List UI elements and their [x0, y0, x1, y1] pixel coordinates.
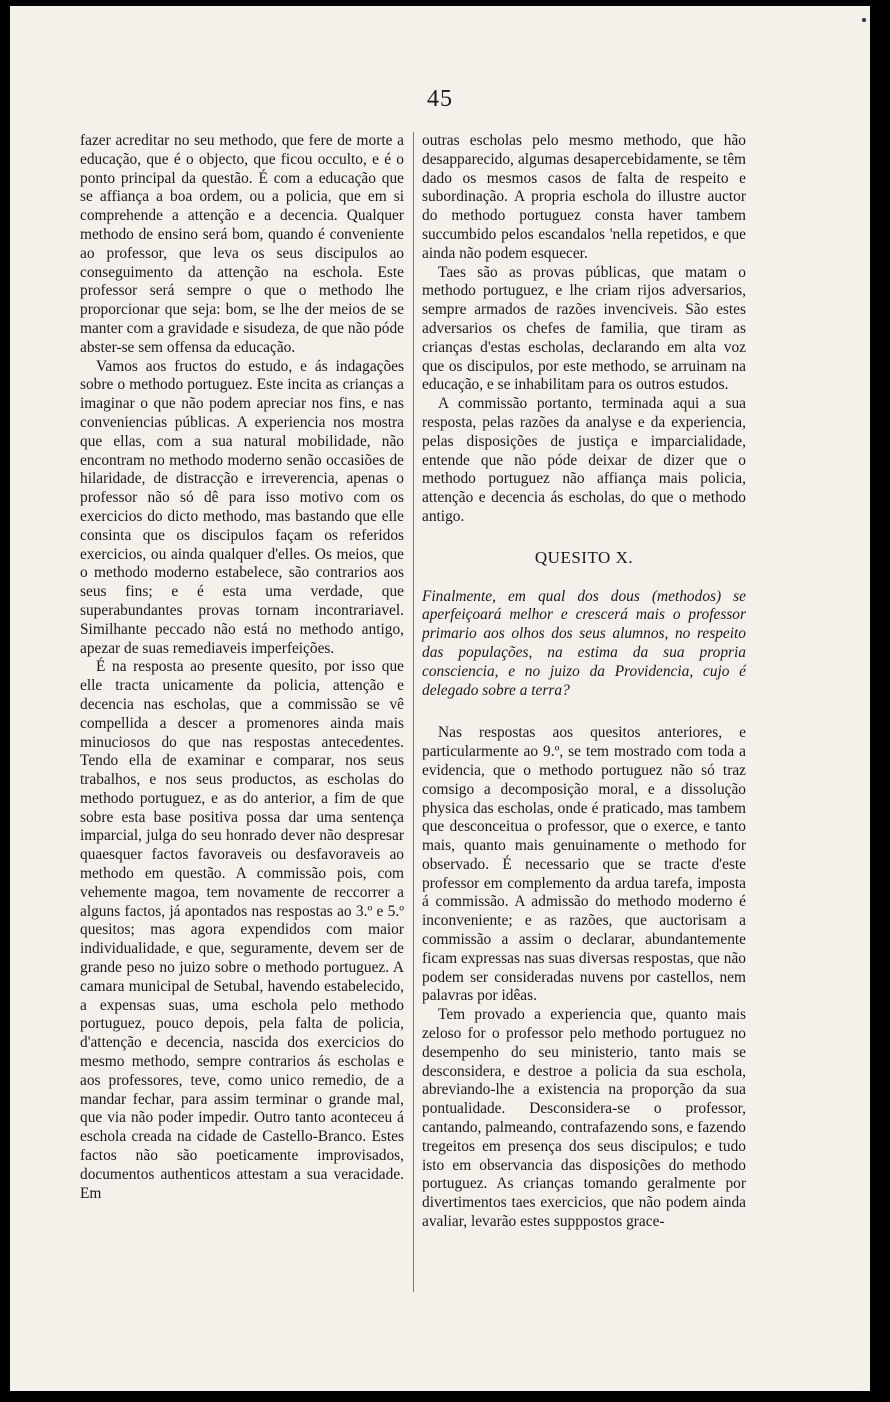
column-divider	[413, 132, 414, 1292]
right-paragraph-4: Nas respostas aos quesitos anteriores, e particularmente ao 9.º, se tem mostrado com toda a evidencia, que o methodo portuguez não só traz comsigo a decomposição moral, e a dissolução physica das escholas, onde é praticado, mas tambem que desconceitua o professor, que o exerce, e tanto mais, quanto mais genuinamente o methodo for observado. É necessario que se tracte d'este professor em complemento da ardua tarefa, imposta á commissão. A admissão do methodo moderno é inconveniente; e as razões, que auctorisam a commissão a assim o declarar, abundantemente ficam expressas nas suas diversas respostas, que não podem ser consideradas nuvens por castellos, nem palavras por idêas.	[422, 724, 746, 1005]
speck-mark	[862, 18, 866, 22]
left-column	[80, 132, 404, 1203]
right-paragraph-3: A commissão portanto, terminada aqui a sua resposta, pelas razões da analyse e da experiencia, pelas disposições de justiça e imparcialidade, entende que não póde deixar de dizer que o methodo portuguez não affiança mais policia, attenção e decencia ás escholas, do que o methodo antigo.	[422, 395, 746, 525]
left-paragraph-3: É na resposta ao presente quesito, por isso que elle tracta unicamente da policia, attenção e decencia nas escholas, que a commissão se vê compellida a descer a promenores ainda mais minuciosos do que nas respostas antecedentes. Tendo ella de examinar e comparar, nos seus trabalhos, e nos seus productos, as escholas do methodo portuguez, e as do anterior, a fim de que sobre esta base positiva possa dar uma sentença imparcial, julga do seu honrado dever não despresar quaesquer factos favoraveis ou desfavoraveis ao methodo em questão. A commissão pois, com vehemente magoa, tem novamente de reccorrer a alguns factos, já apontados nas respostas ao 3.º e 5.º quesitos; mas agora expendidos com maior individualidade, e que, seguramente, devem ser de grande peso no juizo sobre o methodo portuguez. A camara municipal de Setubal, havendo estabelecido, a expensas suas, uma eschola pelo methodo portuguez, pouco depois, pela falta de policia, d'attenção e decencia, nascida dos exercicios do mesmo methodo, sempre contrarios ás escholas e aos professores, teve, como unico remedio, de a mandar fechar, para assim terminar o grande mal, que via não poder impedir. Outro tanto aconteceu á eschola creada na cidade de Castello-Branco. Estes factos não são poeticamente improvisados, documentos authenticos attestam a sua veracidade. Em	[80, 658, 404, 1202]
page-number: 45	[427, 86, 453, 112]
right-paragraph-5: Tem provado a experiencia que, quanto mais zeloso for o professor pelo methodo portuguez no desempenho do seu ministerio, tanto mais se desconsidera, e destroe a policia da sua eschola, abreviando-lhe a existencia na proporção da sua pontualidade. Desconsidera-se o professor, cantando, palmeando, contrafazendo sons, e fazendo tregeitos em presença dos seus discipulos; e tudo isto em observancia das disposições do methodo portuguez. As crianças tomando geralmente por divertimentos taes exercicios, que não podem ainda avaliar, levarão estes supppostos grace-	[422, 1006, 746, 1231]
quesito-question: Finalmente, em qual dos dous (methodos) se aperfeiçoará melhor e crescerá mais o professor primario aos olhos dos seus alumnos, no respeito das populações, na estima da sua propria consciencia, e no juizo da Providencia, cujo é delegado sobre a terra?	[422, 587, 746, 699]
section-heading: QUESITO X.	[534, 547, 634, 567]
right-column	[422, 132, 746, 1232]
left-paragraph-2: Vamos aos fructos do estudo, e ás indagações sobre o methodo portuguez. Este incita as crianças a imaginar o que não podem apreciar nos fins, e nas conveniencias públicas. A experiencia nos mostra que ellas, com a sua natural mobilidade, não encontram no methodo moderno senão occasiões de hilaridade, de distracção e irreverencia, apenas o professor não só dê para isso motivo com os exercicios do dicto methodo, mas bastando que elle consinta que os discipulos façam os referidos exercicios, ou ainda qualquer d'elles. Os meios, que o methodo moderno estabelece, são contrarios aos seus fins; e é esta uma verdade, que superabundantes provas tornam incontrariavel. Similhante peccado não está no methodo antigo, apezar de suas remediaveis imperfeições.	[80, 357, 404, 657]
right-paragraph-2: Taes são as provas públicas, que matam o methodo portuguez, e lhe criam rijos adversarios, sempre armados de razões invenciveis. São estes adversarios os chefes de familia, que tiram as crianças d'estas escholas, declarando em alta voz que os discipulos, por este methodo, se arruinam na educação, e se inhabilitam para os outros estudos.	[422, 263, 746, 394]
right-paragraph-1: outras escholas pelo mesmo methodo, que hão desapparecido, algumas desapercebidamente, se têm dado os mesmos casos de falta de respeito e subordinação. A propria eschola do illustre auctor do methodo portuguez consta haver tambem succumbido pelos escandalos 'nella repetidos, e que ainda não podem esquecer.	[422, 132, 746, 262]
document-page	[10, 6, 870, 1391]
left-paragraph-1: fazer acreditar no seu methodo, que fere de morte a educação, que é o objecto, que ficou occulto, e é o ponto principal da questão. É com a educação que se affiança a boa ordem, ou a policia, que em si comprehende a attenção e a decencia. Qualquer methodo de ensino será bom, quando é conveniente ao professor, que leva os seus discipulos ao conseguimento da attenção na eschola. Este professor será sempre o que o methodo lhe proporcionar que seja: bom, se lhe der meios de se manter com a gravidade e sisudeza, de que não póde abster-se sem offensa da educação.	[80, 132, 404, 356]
